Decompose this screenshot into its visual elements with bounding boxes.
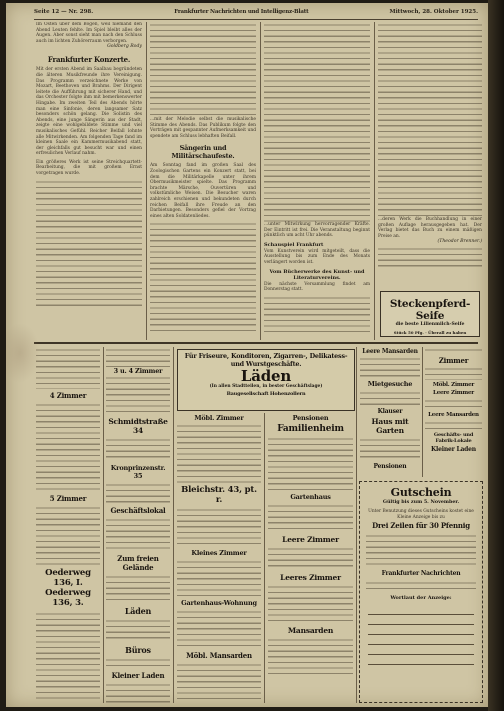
divider [356, 347, 357, 703]
col1-body: Mit der ersten Abend im Saalbau begründeten die älteren Musikfreunde ihre Vereinigung. Das Programm verzeichnete Werke von Mozart, Beethoven und Brahms. Der Dirigent leitete die Aufführung mit sicherer Hand, und das Orchester folgte ihm mit bemerkenswerter Hingabe. Im zweiten Teil des Abends hörte man eine Sinfonie, deren langsamer Satz besonders schön gelang. Die Solistin des Abends, eine junge Sängerin aus der Stadt, zeigte eine wohlgebildete Stimme und viel musikalisches Gefühl. Reicher Beifall lohnte alle Mitwirkenden. Am folgenden Tage fand im kleinen Saale ein Kammermusikabend statt, der gleichfalls gut besucht war und einen erfreulichen Verlauf nahm. [36, 67, 142, 157]
page-header [34, 9, 478, 18]
classified-lines [36, 402, 100, 492]
column-2 [150, 22, 256, 340]
soap-ad-brand: Steckenpferd-Seife [389, 298, 471, 322]
classified-lines [106, 437, 170, 462]
classified-big: Familienheim [277, 424, 344, 434]
classified-big: Haus mit Garten [371, 417, 409, 435]
classified-big: Kronprinzenstr. 35 [110, 464, 166, 480]
column-1 [36, 22, 142, 340]
classified-big: Leeres Zimmer [280, 573, 341, 582]
classified-heading: Pensionen [292, 414, 329, 422]
classified-col-c [177, 413, 261, 703]
col3-body3: Die nächste Versammlung findet am Donnerstag statt. [264, 281, 370, 293]
classified-big: Oederweg 136, I. Oederweg 136, 3. [45, 568, 91, 608]
classified-lines [425, 347, 482, 355]
classified-big: Zum freien Gelände [117, 554, 159, 572]
classified-heading: Zimmer [438, 356, 469, 365]
classified-heading: Pensionen [373, 463, 407, 470]
col4-fill [378, 246, 482, 268]
divider [260, 22, 261, 340]
classified-heading: Gartenhaus-Wohnung [181, 599, 257, 607]
col2-title: Sängerin und Militärschaufeste. [171, 144, 235, 161]
classified-lines [106, 482, 170, 504]
col3-fill [264, 295, 370, 335]
classified-heading: Läden [124, 606, 152, 616]
classified-lines [268, 503, 353, 533]
classified-lines [36, 611, 100, 703]
section-rule [34, 342, 478, 344]
divider [173, 347, 174, 703]
col1-fill [36, 179, 142, 309]
divider [422, 347, 423, 477]
classified-col-f [425, 347, 482, 477]
classified-lines [177, 423, 261, 483]
classified-lines [268, 436, 353, 491]
classified-col-e [360, 347, 420, 477]
coupon-title: Gutschein [390, 486, 452, 499]
classified-lines [425, 420, 482, 430]
classified-big: Mansarden [287, 626, 334, 635]
classified-lines [106, 618, 170, 643]
coupon-price: Drei Zeilen für 30 Pfennig [372, 521, 470, 531]
col2-fill [150, 221, 256, 331]
coupon[interactable] [359, 481, 483, 703]
classified-col-d [268, 413, 353, 703]
classified-lines [360, 437, 420, 461]
classified-lines [106, 347, 170, 367]
classified-lines [106, 517, 170, 552]
classified-big: Möbl. Mansarden [186, 651, 252, 660]
classified-big: Bleichstr. 43, pt. r. [181, 485, 257, 505]
col3-sub2: Vom Bücherwerke des Kunst- und Literaturvereins. [269, 268, 365, 281]
page-smudge [6, 323, 40, 383]
classified-heading: Möbl. Zimmer [194, 414, 244, 422]
header-rule [34, 19, 478, 20]
col2-fill-top [150, 22, 256, 117]
classified-lines [425, 398, 482, 410]
classified-big: Büros [125, 645, 151, 655]
shops-ad [177, 349, 355, 411]
classified-lines [36, 505, 100, 565]
coupon-footer: Wortlaut der Anzeige: [390, 595, 452, 602]
classified-lines [177, 609, 261, 649]
soap-ad [380, 291, 480, 337]
soap-ad-sub: die beste Lilienmilch-Seife [395, 322, 465, 327]
classified-lines [268, 546, 353, 571]
classified-heading: Klauser [377, 408, 403, 415]
col2-body: ...mit der Melodie selbst die musikalische Stimme des Abends. Das Publikum folgte den Vorträgen mit gespannter Aufmerksamkeit und spendete am Schluss lebhaften Beifall. [150, 117, 256, 139]
header-left: Seite 12 — Nr. 298. [34, 9, 94, 15]
classified-lines [106, 657, 170, 669]
coupon-publisher: Frankfurter Nachrichten [381, 570, 461, 578]
col4-sign: (Theodor Brenner.) [437, 239, 482, 245]
classified-lines [268, 637, 353, 677]
classified-heading: Leere Mansarden [362, 348, 418, 355]
classified-lines [268, 584, 353, 624]
coupon-text: Unter Benutzung dieses Gutscheins kostet eine Kleine Anzeige bis zu [368, 509, 474, 520]
shops-ad-footer: Baugesellschaft Hohenzollern [226, 391, 306, 398]
classified-col-b [106, 347, 170, 703]
classified-heading: Geschäfts- und Fabrik-Lokale [433, 432, 474, 444]
col3-fill-top [264, 22, 370, 222]
classified-lines [36, 347, 100, 389]
coupon-write-lines[interactable] [368, 605, 474, 665]
classified-heading: 3 u. 4 Zimmer [113, 367, 163, 375]
classified-heading: Gartenhaus [290, 493, 331, 501]
divider [374, 22, 375, 340]
header-center: Frankfurter Nachrichten und Intelligenz-Blatt [174, 9, 309, 15]
col3-sub1: Schauspiel Frankfurt [264, 241, 324, 248]
col4-fill-top [378, 22, 482, 217]
classified-big: Schmidtstraße 34 [108, 417, 168, 435]
col1-title: Frankfurter Konzerte. [47, 55, 131, 65]
classified-heading: Kleines Zimmer [191, 549, 247, 557]
col1-intro: Im Osten über dem Bogen, weil niemand den Abend Leuten fehlte. Im Spiel bleibt alles der Augen. Aber sonst sieht man nach den Schluss auch im lichten Zuhörerraum verborgen. [36, 22, 142, 44]
shops-ad-title: Läden [240, 367, 292, 386]
classified-lines [425, 366, 482, 380]
classified-lines [360, 390, 420, 406]
classified-heading: Leere Zimmer [433, 390, 474, 396]
col1-sign: Goldberg Rody [107, 44, 142, 50]
classified-lines [177, 662, 261, 702]
classified-lines [106, 574, 170, 604]
book-edge [488, 0, 504, 711]
shops-ad-sub: (In allen Stadtteilen, in bester Geschäftslage) [209, 384, 323, 390]
classified-heading: 5 Zimmer [49, 494, 87, 503]
classified-big: Leere Zimmer [282, 535, 339, 544]
classified-big: Kleiner Laden [431, 446, 476, 453]
divider [103, 347, 104, 703]
classified-lines [106, 682, 170, 703]
classified-heading: Mietgesuche [367, 380, 413, 388]
soap-ad-small: Stück 50 Pfg. · Überall zu haben [393, 330, 467, 335]
newspaper-page [6, 3, 488, 707]
classified-heading: Möbl. Zimmer [432, 382, 475, 388]
coupon-lines [366, 580, 476, 592]
classified-lines [177, 559, 261, 597]
coupon-lines [366, 533, 476, 567]
header-right: Mittwoch, 28. Oktober 1925. [389, 9, 478, 15]
col3-body: ...unter Mitwirkung hervorragender Kräfte. Der Eintritt ist frei. Die Veranstaltung beginnt pünktlich um acht Uhr abends. [264, 222, 370, 239]
divider [146, 22, 147, 340]
column-3 [264, 22, 370, 340]
col2-body2: Am Sonntag fand im großen Saal des Zoologischen Gartens ein Konzert statt, bei dem die Militärkapelle unter ihrem Obermusikmeister spielte. Das Programm brachte Märsche, Ouvertüren und volkstümliche Weisen. Die Besucher waren zahlreich erschienen und bekundeten durch reichen Beifall ihre Freude an den Darbietungen. Besonders gefiel der Vortrag eines alten Soldatenliedes. [150, 163, 256, 219]
col3-body2: Vom Kunstverein wird mitgeteilt, dass die Ausstellung bis zum Ende des Monats verlängert worden ist. [264, 248, 370, 265]
classified-heading: 4 Zimmer [49, 391, 87, 400]
divider [264, 413, 265, 703]
classified-big: Geschäftslokal [110, 506, 166, 515]
classified-lines [106, 375, 170, 415]
classified-lines [177, 507, 261, 547]
col4-body: ...deren Werk die Buchhandlung in einer großen Auflage herausgegeben hat. Der Verlag bietet das Buch zu einem mäßigen Preise an. [378, 217, 482, 239]
classified-heading: Leere Mansarden [428, 412, 479, 418]
classified-big: Kleiner Laden [111, 671, 165, 680]
classified-col-a [36, 347, 100, 703]
col1-body2: Ein größeres Werk ist seine Streichquartett-Bearbeitung, die mit großem Ernst vorgetragen wurde. [36, 159, 142, 177]
coupon-sub: Gültig bis zum 5. November. [382, 499, 460, 505]
shops-ad-banner: Für Friseure, Konditoren, Zigarren-, Delikatess- und Wurstgeschäfte. [184, 352, 348, 368]
classified-lines [360, 356, 420, 378]
